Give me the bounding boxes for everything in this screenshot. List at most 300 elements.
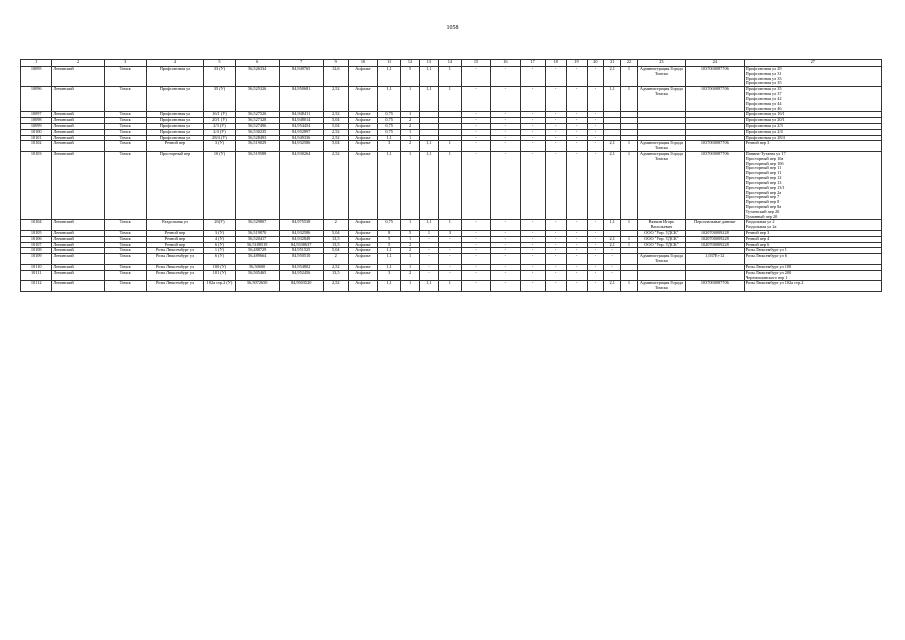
cell-d5: - bbox=[566, 129, 587, 135]
cell-lat: 56,527496 bbox=[235, 123, 279, 129]
cell-d1: - bbox=[461, 231, 490, 237]
cell-ogrn bbox=[685, 270, 744, 281]
cell-d5: - bbox=[566, 220, 587, 231]
cell-ogrn: 1037000087706 bbox=[685, 87, 744, 112]
cell-house: 1 (У) bbox=[204, 248, 235, 254]
column-number-header: 3 bbox=[104, 60, 146, 67]
address-line: Профсоюзная ул 46 bbox=[745, 105, 782, 111]
cell-lon: 84,948014 bbox=[279, 118, 323, 124]
cell-city: Томск bbox=[104, 254, 146, 265]
cell-n3: - bbox=[438, 248, 461, 254]
cell-ogrn: 1037000087706 bbox=[685, 67, 744, 87]
cell-lon: 84,954802 bbox=[279, 264, 323, 270]
cell-d1: - bbox=[461, 270, 490, 281]
table-row bbox=[21, 270, 882, 281]
cell-d5: - bbox=[566, 248, 587, 254]
cell-id: 10107 bbox=[21, 242, 52, 248]
cell-id: 10112 bbox=[21, 281, 52, 292]
cell-d2: - bbox=[491, 123, 520, 129]
cell-lon: 84,952897 bbox=[279, 129, 323, 135]
cell-surface: Асфальт bbox=[348, 129, 377, 135]
cell-n1: 1 bbox=[401, 220, 420, 231]
cell-d3: - bbox=[520, 87, 545, 112]
cell-d6: - bbox=[587, 220, 604, 231]
address-line: Профсоюзная ул 31 bbox=[745, 70, 782, 76]
cell-lat: 56,50600 bbox=[235, 264, 279, 270]
cell-d2: - bbox=[491, 236, 520, 242]
column-number-header: 9 bbox=[323, 60, 348, 67]
cell-district: Ленинский bbox=[52, 220, 104, 231]
cell-surface: Асфальт bbox=[348, 270, 377, 281]
cell-district: Ленинский bbox=[52, 123, 104, 129]
cell-house: 4 (У) bbox=[204, 236, 235, 242]
cell-lon: 84,948411 bbox=[279, 112, 323, 118]
address-line: Розы Люксембург ул 200 bbox=[745, 270, 792, 275]
cell-cover: 3 bbox=[378, 270, 401, 281]
cell-d3: - bbox=[520, 220, 545, 231]
cell-street: Просторный пер bbox=[146, 152, 204, 220]
cell-n2: - bbox=[420, 264, 439, 270]
cell-area: 2,52 bbox=[323, 264, 348, 270]
cell-house: 101 (У) bbox=[204, 270, 235, 281]
column-number-header: 12 bbox=[401, 60, 420, 67]
cell-id: 10095 bbox=[21, 67, 52, 87]
cell-surface: Асфальт bbox=[348, 67, 377, 87]
cell-surface: Асфальт bbox=[348, 281, 377, 292]
cell-lon: 84,949336 bbox=[279, 135, 323, 141]
cell-d3: - bbox=[520, 129, 545, 135]
cell-area: 5,04 bbox=[323, 118, 348, 124]
cell-d8: 1 bbox=[621, 141, 638, 152]
cell-street: Розы Люксембург ул bbox=[146, 270, 204, 281]
address-line: Розы Люксембург ул 1 bbox=[745, 247, 787, 253]
cell-d4: - bbox=[545, 236, 566, 242]
address-line: Профсоюзная ул 28/4 bbox=[745, 135, 785, 140]
cell-cover: 1,1 bbox=[378, 152, 401, 220]
cell-d1: - bbox=[461, 135, 490, 141]
address-line: Просторный пер 7 bbox=[745, 194, 780, 200]
cell-street: Профсоюзная ул bbox=[146, 118, 204, 124]
cell-lat: 56,526334 bbox=[235, 67, 279, 87]
cell-house: 6 (У) bbox=[204, 242, 235, 248]
waste-site-registry-table bbox=[20, 59, 882, 292]
cell-district: Ленинский bbox=[52, 87, 104, 112]
cell-d7: 2,1 bbox=[604, 152, 621, 220]
cell-d8 bbox=[621, 254, 638, 265]
table-row bbox=[21, 220, 882, 231]
cell-area: 5,04 bbox=[323, 248, 348, 254]
cell-ogrn: 1020700009228 bbox=[685, 231, 744, 237]
cell-d2: - bbox=[491, 281, 520, 292]
address-line: Профсоюзная ул 42 bbox=[745, 95, 782, 101]
cell-n1: 1 bbox=[401, 152, 420, 220]
cell-cover: 0,75 bbox=[378, 118, 401, 124]
cell-d3: - bbox=[520, 281, 545, 292]
cell-street: Профсоюзная ул bbox=[146, 112, 204, 118]
cell-house: 2/4 (У) bbox=[204, 129, 235, 135]
cell-d4: - bbox=[545, 152, 566, 220]
cell-lat: 56,488729 bbox=[235, 248, 279, 254]
cell-id: 10106 bbox=[21, 236, 52, 242]
cell-d2: - bbox=[491, 264, 520, 270]
column-number-header: 5 bbox=[204, 60, 235, 67]
cell-area: 2,52 bbox=[323, 152, 348, 220]
cell-ogrn: 1037000087706 bbox=[685, 152, 744, 220]
address-line: Просторный пер 11 bbox=[745, 165, 782, 171]
address-line: Просторный пер 8 bbox=[745, 199, 780, 205]
column-number-header: 20 bbox=[587, 60, 604, 67]
cell-city: Томск bbox=[104, 129, 146, 135]
cell-cover: 1,1 bbox=[378, 254, 401, 265]
cell-d1: - bbox=[461, 248, 490, 254]
cell-house: 6 (У) bbox=[204, 254, 235, 265]
cell-city: Томск bbox=[104, 231, 146, 237]
cell-n2: 1,1 bbox=[420, 281, 439, 292]
cell-district: Ленинский bbox=[52, 281, 104, 292]
cell-area: 12,6 bbox=[323, 67, 348, 87]
cell-d1: - bbox=[461, 112, 490, 118]
column-number-header: 1 bbox=[21, 60, 52, 67]
cell-owner: Администрация Города Томска bbox=[637, 67, 685, 87]
address-line: Профсоюзная ул 35 bbox=[745, 80, 782, 86]
cell-street: Речной пер bbox=[146, 236, 204, 242]
cell-lat: 56,520417 bbox=[235, 236, 279, 242]
cell-d6: - bbox=[587, 281, 604, 292]
cell-d2: - bbox=[491, 112, 520, 118]
cell-ogrn: Персональные данные bbox=[685, 220, 744, 231]
cell-d5: - bbox=[566, 152, 587, 220]
cell-id: 10110 bbox=[21, 264, 52, 270]
cell-cover: 1,1 bbox=[378, 87, 401, 112]
address-line: Панина-Тутаева ул 17 bbox=[745, 151, 786, 156]
page-number: 1058 bbox=[446, 25, 459, 31]
cell-n3: 1 bbox=[438, 141, 461, 152]
cell-d4: - bbox=[545, 67, 566, 87]
address-line: Профсоюзная ул 33 bbox=[745, 75, 782, 81]
cell-id: 10105 bbox=[21, 231, 52, 237]
cell-area: 2,52 bbox=[323, 281, 348, 292]
cell-id: 10102 bbox=[21, 141, 52, 152]
cell-d4: - bbox=[545, 135, 566, 141]
cell-d6: - bbox=[587, 112, 604, 118]
cell-house: 33 (У) bbox=[204, 67, 235, 87]
cell-lon: 84,9338637 bbox=[279, 242, 323, 248]
cell-owner: Администрация Города Томска bbox=[637, 152, 685, 220]
cell-street: Речной пер bbox=[146, 141, 204, 152]
cell-d3: - bbox=[520, 118, 545, 124]
cell-n2: 1,1 bbox=[420, 141, 439, 152]
cell-n3: 1 bbox=[438, 220, 461, 231]
cell-id: 10097 bbox=[21, 112, 52, 118]
cell-city: Томск bbox=[104, 141, 146, 152]
cell-d8: 1 bbox=[621, 242, 638, 248]
address-line: Розы Люксембург ул 102а стр.2 bbox=[745, 280, 804, 286]
cell-ogrn: 1037000087706 bbox=[685, 281, 744, 292]
cell-id: 10111 bbox=[21, 270, 52, 281]
address-line: Розы Люксембург ул 100 bbox=[745, 264, 792, 269]
cell-ogrn: 1,037Е+12 bbox=[685, 254, 744, 265]
column-number-header: 23 bbox=[637, 60, 685, 67]
column-number-header: 24 bbox=[685, 60, 744, 67]
address-line: Речной пер 6 bbox=[745, 242, 770, 247]
column-number-header: 14 bbox=[438, 60, 461, 67]
cell-id: 10108 bbox=[21, 248, 52, 254]
column-number-header: 17 bbox=[520, 60, 545, 67]
table-row bbox=[21, 87, 882, 112]
cell-d1: - bbox=[461, 67, 490, 87]
cell-surface: Асфальт bbox=[348, 123, 377, 129]
cell-d6: - bbox=[587, 141, 604, 152]
cell-addresses bbox=[744, 141, 881, 152]
cell-district: Ленинский bbox=[52, 67, 104, 87]
cell-city: Томск bbox=[104, 270, 146, 281]
cell-lon: 84,975538 bbox=[279, 220, 323, 231]
cell-d2: - bbox=[491, 135, 520, 141]
cell-n2: 1,1 bbox=[420, 67, 439, 87]
cell-lon: 84,949765 bbox=[279, 67, 323, 87]
cell-d6: - bbox=[587, 264, 604, 270]
cell-d3: - bbox=[520, 231, 545, 237]
cell-ogrn: 1020700009228 bbox=[685, 242, 744, 248]
cell-d4: - bbox=[545, 123, 566, 129]
cell-d1: - bbox=[461, 254, 490, 265]
address-line: Профсоюзная ул 29 bbox=[745, 66, 782, 71]
table-row bbox=[21, 141, 882, 152]
cell-lat: 56,519588 bbox=[235, 152, 279, 220]
address-line: Профсоюзная ул 35 bbox=[745, 86, 782, 92]
cell-d2: - bbox=[491, 231, 520, 237]
cell-d8: 1 bbox=[621, 67, 638, 87]
cell-lat: 56,529807 bbox=[235, 220, 279, 231]
cell-owner: ООО "Упр. ТДСК" bbox=[637, 231, 685, 237]
cell-d2: - bbox=[491, 129, 520, 135]
cell-d1: - bbox=[461, 264, 490, 270]
cell-d4: - bbox=[545, 281, 566, 292]
cell-d3: - bbox=[520, 112, 545, 118]
cell-district: Ленинский bbox=[52, 236, 104, 242]
cell-owner: Администрация Города Томска bbox=[637, 281, 685, 292]
cell-d7: 2,1 bbox=[604, 281, 621, 292]
cell-lat: 56,525326 bbox=[235, 87, 279, 112]
cell-district: Ленинский bbox=[52, 135, 104, 141]
column-number-header: 6 bbox=[235, 60, 279, 67]
cell-d6: - bbox=[587, 67, 604, 87]
cell-house: 10 (У) bbox=[204, 152, 235, 220]
cell-n1: 1 bbox=[401, 129, 420, 135]
address-line: Просторный пер 10а bbox=[745, 155, 784, 161]
cell-surface: Асфальт bbox=[348, 112, 377, 118]
cell-d4: - bbox=[545, 118, 566, 124]
column-number-header: 15 bbox=[461, 60, 490, 67]
cell-n2: - bbox=[420, 270, 439, 281]
cell-d5: - bbox=[566, 112, 587, 118]
address-line: Раздольная ул 2а bbox=[745, 224, 777, 230]
column-number-header: 19 bbox=[566, 60, 587, 67]
cell-n1: 1 bbox=[401, 112, 420, 118]
cell-d1: - bbox=[461, 242, 490, 248]
cell-n3: - bbox=[438, 254, 461, 265]
cell-city: Томск bbox=[104, 281, 146, 292]
cell-area: 13,5 bbox=[323, 270, 348, 281]
address-line: Речной пер 3 bbox=[745, 230, 770, 235]
cell-n3: 3 bbox=[438, 231, 461, 237]
cell-house: 3 (У) bbox=[204, 141, 235, 152]
address-line: Просторный пер 2а bbox=[745, 189, 782, 195]
cell-d2: - bbox=[491, 152, 520, 220]
cell-city: Томск bbox=[104, 135, 146, 141]
address-line: Черемошинского пер 1 bbox=[745, 274, 788, 280]
cell-d4: - bbox=[545, 270, 566, 281]
address-line: Раздольная ул 2 bbox=[745, 219, 775, 225]
cell-d2: - bbox=[491, 220, 520, 231]
cell-street: Речной пер bbox=[146, 231, 204, 237]
cell-n3: 1 bbox=[438, 281, 461, 292]
cell-lat: 56,527526 bbox=[235, 112, 279, 118]
cell-lat: 56,527328 bbox=[235, 118, 279, 124]
cell-d3: - bbox=[520, 141, 545, 152]
cell-d5: - bbox=[566, 123, 587, 129]
column-number-header: 18 bbox=[545, 60, 566, 67]
cell-surface: Асфальт bbox=[348, 118, 377, 124]
cell-n1: 1 bbox=[401, 281, 420, 292]
address-line: Тутаевский пер 20 bbox=[745, 208, 780, 214]
cell-city: Томск bbox=[104, 87, 146, 112]
cell-lat: 56,489664 bbox=[235, 254, 279, 265]
cell-d2: - bbox=[491, 118, 520, 124]
cell-lat: 56,5188519 bbox=[235, 242, 279, 248]
address-line: Речной пер 4 bbox=[745, 236, 770, 241]
column-number-header: 13 bbox=[420, 60, 439, 67]
cell-city: Томск bbox=[104, 67, 146, 87]
cell-d7: - bbox=[604, 254, 621, 265]
cell-n1: 2 bbox=[401, 123, 420, 129]
cell-street: Профсоюзная ул bbox=[146, 87, 204, 112]
cell-surface: Асфальт bbox=[348, 248, 377, 254]
cell-d3: - bbox=[520, 135, 545, 141]
cell-d2: - bbox=[491, 242, 520, 248]
cell-d1: - bbox=[461, 123, 490, 129]
column-number-header: 2 bbox=[52, 60, 104, 67]
cell-city: Томск bbox=[104, 220, 146, 231]
cell-d1: - bbox=[461, 220, 490, 231]
cell-d1: - bbox=[461, 236, 490, 242]
cell-surface: Асфальт bbox=[348, 242, 377, 248]
cell-n1: 1 bbox=[401, 264, 420, 270]
cell-d6: - bbox=[587, 254, 604, 265]
column-number-header-row bbox=[21, 60, 882, 67]
cell-district: Ленинский bbox=[52, 242, 104, 248]
cell-addresses bbox=[744, 152, 881, 220]
cell-street: Розы Люксембург ул bbox=[146, 281, 204, 292]
cell-d4: - bbox=[545, 242, 566, 248]
cell-d3: - bbox=[520, 264, 545, 270]
cell-d6: - bbox=[587, 135, 604, 141]
address-line: Профсоюзная ул 37 bbox=[745, 91, 782, 97]
cell-d7: 1,1 bbox=[604, 87, 621, 112]
cell-n1: 1 bbox=[401, 236, 420, 242]
address-line: Просторный пер 13/1 bbox=[745, 184, 785, 190]
cell-surface: Асфальт bbox=[348, 135, 377, 141]
cell-d7: 2,1 bbox=[604, 242, 621, 248]
address-line: Профсоюзная ул 20/1 bbox=[745, 117, 785, 123]
cell-d7: - bbox=[604, 270, 621, 281]
cell-d7: 2,1 bbox=[604, 141, 621, 152]
cell-d5: - bbox=[566, 281, 587, 292]
cell-district: Ленинский bbox=[52, 231, 104, 237]
cell-n2: - bbox=[420, 248, 439, 254]
cell-cover: 0,75 bbox=[378, 220, 401, 231]
cell-d6: - bbox=[587, 270, 604, 281]
cell-id: 10098 bbox=[21, 118, 52, 124]
cell-d8 bbox=[621, 270, 638, 281]
cell-d2: - bbox=[491, 67, 520, 87]
address-line: Профсоюзная ул 2/4 bbox=[745, 129, 783, 134]
cell-id: 10103 bbox=[21, 152, 52, 220]
cell-n3: - bbox=[438, 236, 461, 242]
cell-n1: 2 bbox=[401, 242, 420, 248]
cell-surface: Асфальт bbox=[348, 231, 377, 237]
cell-cover: 1,1 bbox=[378, 248, 401, 254]
cell-d2: - bbox=[491, 254, 520, 265]
cell-d2: - bbox=[491, 248, 520, 254]
cell-district: Ленинский bbox=[52, 118, 104, 124]
cell-d4: - bbox=[545, 220, 566, 231]
cell-street: Розы Люксембург ул bbox=[146, 254, 204, 265]
cell-house: 28/4 (У) bbox=[204, 135, 235, 141]
cell-area: 2,52 bbox=[323, 87, 348, 112]
cell-n1: 1 bbox=[401, 135, 420, 141]
cell-city: Томск bbox=[104, 112, 146, 118]
cell-d3: - bbox=[520, 270, 545, 281]
cell-n1: 1 bbox=[401, 87, 420, 112]
cell-id: 10100 bbox=[21, 129, 52, 135]
address-line: Профсоюзная ул 2/3 bbox=[745, 123, 783, 128]
address-line: Речной пер 3 bbox=[745, 140, 770, 146]
table-row bbox=[21, 254, 882, 265]
cell-street: Розы Люксембург ул bbox=[146, 264, 204, 270]
cell-d4: - bbox=[545, 87, 566, 112]
cell-d3: - bbox=[520, 123, 545, 129]
cell-d3: - bbox=[520, 254, 545, 265]
cell-d6: - bbox=[587, 152, 604, 220]
address-line: Просторный пер 13 bbox=[745, 179, 782, 185]
cell-surface: Асфальт bbox=[348, 152, 377, 220]
cell-d6: - bbox=[587, 123, 604, 129]
cell-district: Ленинский bbox=[52, 129, 104, 135]
cell-id: 10099 bbox=[21, 123, 52, 129]
cell-city: Томск bbox=[104, 248, 146, 254]
cell-city: Томск bbox=[104, 123, 146, 129]
cell-cover: 5 bbox=[378, 236, 401, 242]
cell-n3: 1 bbox=[438, 67, 461, 87]
cell-d4: - bbox=[545, 254, 566, 265]
cell-area: 2,52 bbox=[323, 129, 348, 135]
cell-surface: Асфальт bbox=[348, 87, 377, 112]
cell-addresses bbox=[744, 87, 881, 112]
cell-city: Томск bbox=[104, 242, 146, 248]
cell-cover: 0,75 bbox=[378, 112, 401, 118]
cell-d1: - bbox=[461, 129, 490, 135]
cell-d2: - bbox=[491, 270, 520, 281]
cell-area: 2,52 bbox=[323, 112, 348, 118]
cell-ogrn: 1020700009228 bbox=[685, 236, 744, 242]
cell-owner: ООО "Упр. ТДСК" bbox=[637, 242, 685, 248]
cell-d2: - bbox=[491, 87, 520, 112]
cell-d6: - bbox=[587, 231, 604, 237]
cell-cover: 1,1 bbox=[378, 281, 401, 292]
cell-area: 5,04 bbox=[323, 231, 348, 237]
cell-street: Профсоюзная ул bbox=[146, 123, 204, 129]
